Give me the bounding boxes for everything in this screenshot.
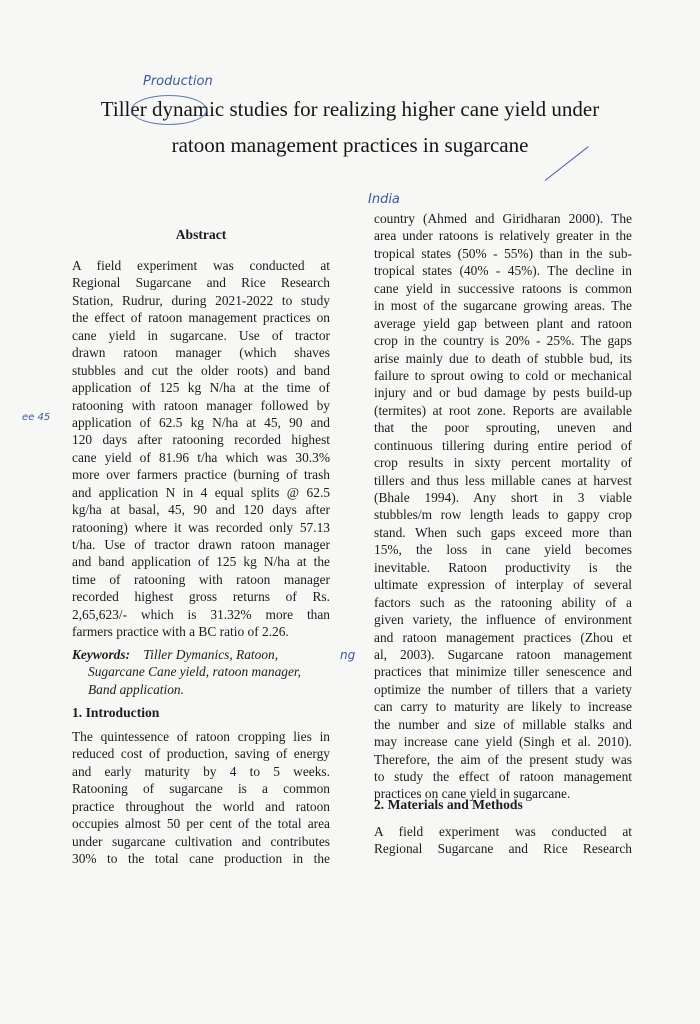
text-line: and early maturity by 4 to 5 weeks. <box>72 763 330 779</box>
text-line: and ratoon management practices (Zhou et <box>374 629 632 645</box>
text-line: failure to sprout owing to cold or mechanical <box>374 367 632 383</box>
text-line: reduced cost of production, saving of energy <box>72 746 330 762</box>
handwritten-note-keyword: ng <box>340 648 356 662</box>
text-line: drawn ratoon manager (which shaves <box>72 345 330 361</box>
text-line: to study the effect of ratoon management <box>374 769 632 784</box>
keywords <box>72 646 330 698</box>
keywords-line-1: Tiller Dymanics, Ratoon, <box>143 647 279 662</box>
text-line: The quintessence of ratoon cropping lies in <box>72 729 330 744</box>
paper-title-line-1: Tiller dynamic studies for realizing higher cane yield under <box>100 97 600 121</box>
text-line: Ratooning of sugarcane is a common <box>72 781 330 797</box>
text-line: more over farmers practice (burning of trash <box>72 467 330 483</box>
text-line: stubbles/m row length leads to gappy crop <box>374 507 632 523</box>
text-line: that the poor sprouting, uneven and <box>374 420 632 436</box>
text-line: farmers practice with a BC ratio of 2.26. <box>72 624 289 640</box>
text-line: 2,65,623/- which is 31.32% more than <box>72 606 330 622</box>
text-line: A field experiment was conducted at <box>72 258 330 273</box>
introduction-body <box>72 728 330 868</box>
text-line: and band application of 125 kg N/ha at the <box>72 554 330 570</box>
text-line: under sugarcane cultivation and contributes <box>72 833 330 849</box>
text-line: al, 2003). Sugarcane ratoon management <box>374 646 632 662</box>
text-line: can carry to maturity are likely to increase <box>374 699 632 715</box>
text-line: arise mainly due to death of stubble bud, its <box>374 350 632 366</box>
text-line: area under ratoons is relatively greater in the <box>374 228 632 244</box>
text-line: may increase cane yield (Singh et al. 2010). <box>374 734 632 750</box>
keywords-line-3: Band application. <box>88 681 184 697</box>
text-line: average yield gap between plant and ratoon <box>374 315 632 331</box>
text-line: optimize the number of tillers that a variety <box>374 681 632 697</box>
text-line: cane yield in sugarcane. Use of tractor <box>72 327 330 343</box>
text-line: occupies almost 50 per cent of the total area <box>72 816 330 832</box>
text-line: practice throughout the world and ratoon <box>72 798 330 814</box>
text-line: time of ratooning with ratoon manager <box>72 571 330 587</box>
methods-body <box>374 823 632 858</box>
handwritten-note-title: Production <box>143 74 213 89</box>
text-line: ratooning with ratoon manager followed by <box>72 397 330 413</box>
text-line: Therefore, the aim of the present study was <box>374 751 632 767</box>
text-line: Regional Sugarcane and Rice Research <box>374 841 632 857</box>
introduction-heading: 1. Introduction <box>72 705 160 720</box>
keywords-line-2: Sugarcane Cane yield, ratoon manager, <box>88 664 301 680</box>
text-line: the number and size of millable stalks and <box>374 716 632 732</box>
text-line: the effect of ratoon management practices on <box>72 310 330 326</box>
text-line: cane yield of 81.96 t/ha which was 30.3% <box>72 449 330 465</box>
handwritten-note-abstract: ee 45 <box>22 412 51 423</box>
text-line: and application N in 4 equal splits @ 62.5 <box>72 484 330 500</box>
text-line: crop results in sixty percent mortality of <box>374 455 632 471</box>
text-line: 30% to the total cane production in the <box>72 851 330 867</box>
keywords-label: Keywords: <box>72 647 131 662</box>
text-line: given variety, the influence of environment <box>374 612 632 628</box>
text-line: ratooning) where it was recorded only 57.13 <box>72 519 330 535</box>
text-line: (termites) at root zone. Reports are available <box>374 402 632 418</box>
text-line: continuous tillering during entire period of <box>374 437 632 453</box>
text-line: application of 62.5 kg N/ha at 45, 90 and <box>72 414 330 430</box>
text-line: Regional Sugarcane and Rice Research <box>72 275 330 291</box>
methods-heading: 2. Materials and Methods <box>374 797 523 812</box>
text-line: kg/ha at basal, 45, 90 and 120 days after <box>72 502 330 518</box>
text-line: factors such as the ratooning ability of a <box>374 594 632 610</box>
text-line: practices that minimize tiller senescence and <box>374 664 632 680</box>
text-line: 15%, the loss in cane yield becomes <box>374 542 632 558</box>
text-line: ultimate expression of interplay of several <box>374 577 632 593</box>
text-line: A field experiment was conducted at <box>374 824 632 839</box>
text-line: stand. When such gaps exceed more than <box>374 524 632 540</box>
handwritten-circle <box>131 95 207 125</box>
text-line: recorded highest gross returns of Rs. <box>72 589 330 605</box>
text-line: 120 days after ratooning recorded highest <box>72 432 330 448</box>
text-line: practices on cane yield in sugarcane. <box>374 786 571 802</box>
handwritten-note-country: India <box>368 192 400 207</box>
text-line: t/ha. Use of tractor drawn ratoon manager <box>72 537 330 552</box>
text-line: injury and or bud damage by pests build-up <box>374 385 632 401</box>
text-line: stubbles and cut the older roots) and band <box>72 362 330 378</box>
text-line: inevitable. Ratoon productivity is the <box>374 559 632 575</box>
text-line: country (Ahmed and Giridharan 2000). The <box>374 211 632 226</box>
text-line: tillers and thus less millable canes at harvest <box>374 472 632 488</box>
introduction-continued <box>374 210 632 803</box>
text-line: (Bhale 1994). Any short in 3 viable <box>374 490 632 505</box>
abstract-body <box>72 257 330 641</box>
text-line: in most of the sugarcane growing areas. The <box>374 298 632 314</box>
text-line: cane yield in successive ratoons is common <box>374 280 632 296</box>
text-line: tropical states (40% - 45%). The decline in <box>374 263 632 279</box>
paper-title-line-2: ratoon management practices in sugarcane <box>171 133 529 157</box>
abstract-heading: Abstract <box>175 227 227 242</box>
text-line: Station, Rudrur, during 2021-2022 to study <box>72 292 330 308</box>
text-line: tropical states (50% - 55%) than in the sub- <box>374 245 632 261</box>
text-line: application of 125 kg N/ha at the time of <box>72 380 330 396</box>
text-line: crop in the country is 20% - 25%. The gaps <box>374 333 632 349</box>
